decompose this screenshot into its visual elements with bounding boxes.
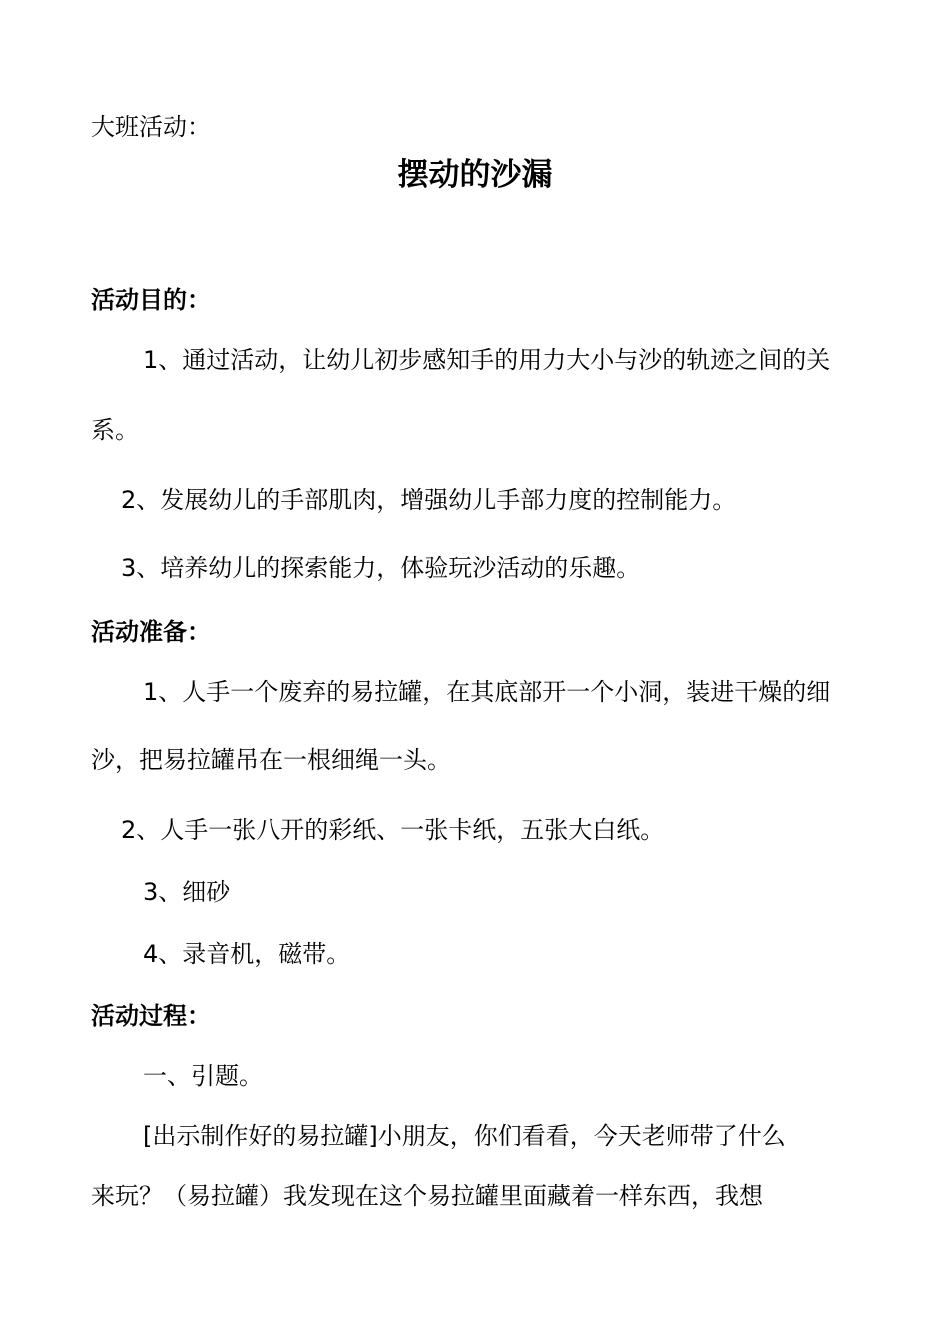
document-title: 摆动的沙漏 <box>397 157 553 193</box>
prep-line-4: 4、录音机，磁带。 <box>143 940 351 968</box>
section-heading-process: 活动过程： <box>91 1002 211 1030</box>
goal-line-1-cont: 系。 <box>91 416 139 444</box>
goal-line-3: 3、培养幼儿的探索能力，体验玩沙活动的乐趣。 <box>121 554 641 582</box>
prep-line-2: 2、人手一张八开的彩纸、一张卡纸，五张大白纸。 <box>121 816 665 844</box>
prep-line-1-cont: 沙，把易拉罐吊在一根细绳一头。 <box>91 746 451 774</box>
class-label: 大班活动： <box>91 113 211 141</box>
goal-line-1: 1、通过活动，让幼儿初步感知手的用力大小与沙的轨迹之间的关 <box>143 346 831 374</box>
process-line-2-cont: 来玩？（易拉罐）我发现在这个易拉罐里面藏着一样东西，我想 <box>91 1182 763 1210</box>
goal-line-2: 2、发展幼儿的手部肌肉，增强幼儿手部力度的控制能力。 <box>121 486 737 514</box>
section-heading-preparation: 活动准备： <box>91 618 211 646</box>
section-heading-goals: 活动目的： <box>91 286 211 314</box>
prep-line-1: 1、人手一个废弃的易拉罐，在其底部开一个小洞，装进干燥的细 <box>143 678 831 706</box>
prep-line-3: 3、细砂 <box>143 878 231 906</box>
process-line-1: 一、引题。 <box>143 1062 263 1090</box>
process-line-2: [出示制作好的易拉罐]小朋友，你们看看，今天老师带了什么 <box>143 1122 786 1150</box>
